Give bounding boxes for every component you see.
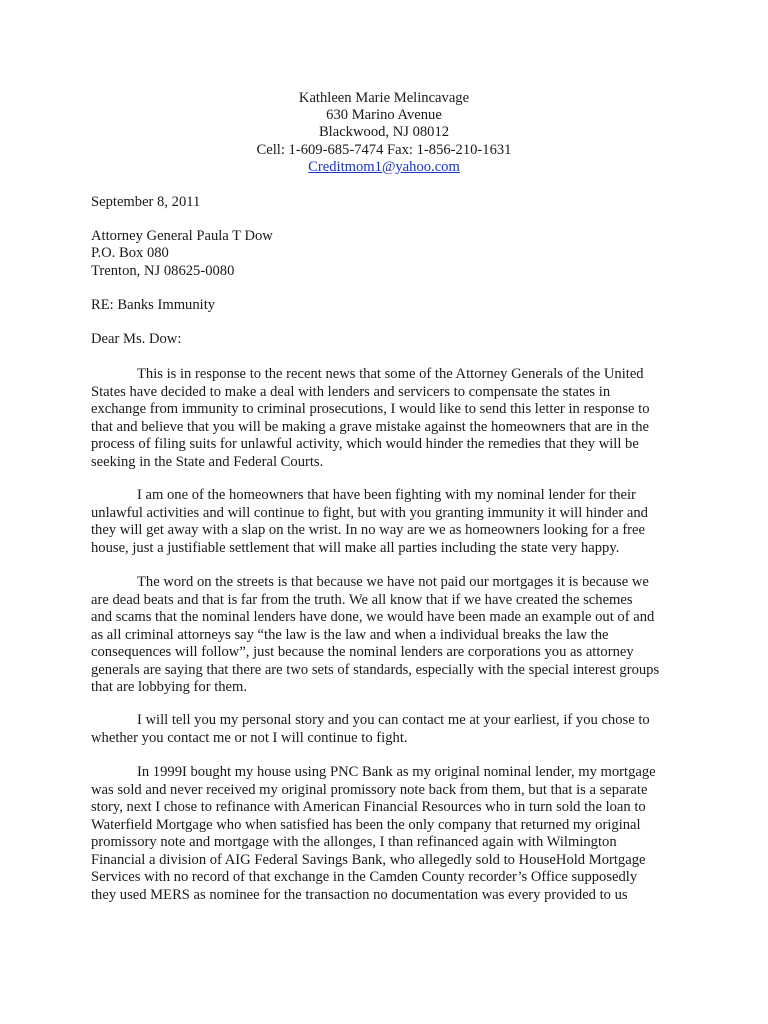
- paragraph-line: I am one of the homeowners that have been fighting with my nominal lender for their: [137, 487, 636, 503]
- salutation: [91, 331, 181, 348]
- paragraph-line: consequences will follow”, just because the nominal lenders are corporations you as attorney: [91, 644, 634, 660]
- recipient-block: [91, 228, 273, 280]
- paragraph-line: In 1999I bought my house using PNC Bank as my original nominal lender, my mortgage: [137, 764, 656, 780]
- paragraph-line: Services with no record of that exchange in the Camden County recorder’s Office supposedly: [91, 869, 638, 885]
- sender-email-link[interactable]: Creditmom1@yahoo.com: [308, 158, 460, 175]
- paragraph-line: they will get away with a slap on the wrist. In no way are we as homeowners looking for a free: [91, 522, 645, 538]
- letterhead: [0, 90, 768, 176]
- paragraph-2: [91, 487, 683, 557]
- paragraph-line: Waterfield Mortgage who when satisfied has been the only company that returned my original: [91, 816, 641, 833]
- paragraph-line: States have decided to make a deal with lenders and servicers to compensate the states in: [91, 383, 611, 400]
- paragraph-line: This is in response to the recent news that some of the Attorney Generals of the United: [137, 366, 644, 382]
- paragraph-3: [91, 574, 683, 697]
- salutation-text: Dear Ms. Dow:: [91, 331, 182, 347]
- paragraph-line: seeking in the State and Federal Courts.: [91, 453, 324, 470]
- paragraph-4: [91, 712, 683, 747]
- paragraph-line: that and believe that you will be making a grave mistake against the homeowners that are in the: [91, 418, 650, 435]
- paragraph-5: [91, 764, 683, 904]
- recipient-line2: P.O. Box 080: [91, 245, 169, 262]
- paragraph-line: whether you contact me or not I will continue to fight.: [91, 729, 408, 746]
- paragraph-line: Financial a division of AIG Federal Savings Bank, who allegedly sold to HouseHold Mortgage: [91, 851, 646, 868]
- subject-line: [91, 297, 215, 314]
- re-text: RE: Banks Immunity: [91, 297, 216, 313]
- paragraph-line: generals are saying that there are two sets of standards, especially with the special interest groups: [91, 661, 660, 678]
- sender-name: Kathleen Marie Melincavage: [298, 90, 470, 106]
- paragraph-1: [91, 366, 683, 471]
- paragraph-line: was sold and never received my original promissory note back from them, but that is a separate: [91, 781, 648, 798]
- sender-address-line1: 630 Marino Avenue: [326, 107, 442, 124]
- paragraph-line: unlawful activities and will continue to fight, but with you granting immunity it will hinder and: [91, 504, 648, 521]
- recipient-line1: Attorney General Paula T Dow: [91, 228, 273, 244]
- paragraph-line: are dead beats and that is far from the truth. We all know that if we have created the schemes: [91, 591, 633, 608]
- paragraph-line: promissory note and mortgage with the allonges, I than refinanced again with Wilmington: [91, 834, 617, 850]
- paragraph-line: they used MERS as nominee for the transaction no documentation was every provided to us: [91, 886, 628, 903]
- paragraph-line: I will tell you my personal story and you can contact me at your earliest, if you chose to: [137, 712, 650, 728]
- sender-phone: Cell: 1-609-685-7474 Fax: 1-856-210-1631: [256, 141, 512, 158]
- paragraph-line: story, next I chose to refinance with American Financial Resources who in turn sold the loan to: [91, 799, 646, 815]
- date-text: September 8, 2011: [91, 194, 201, 210]
- recipient-line3: Trenton, NJ 08625-0080: [91, 262, 235, 279]
- sender-address-line2: Blackwood, NJ 08012: [318, 124, 450, 141]
- paragraph-line: house, just a justifiable settlement that will make all parties including the state very happy.: [91, 539, 620, 556]
- letter-date: [91, 194, 200, 211]
- paragraph-line: The word on the streets is that because we have not paid our mortgages it is because we: [137, 574, 649, 590]
- paragraph-line: as all criminal attorneys say “the law is the law and when a individual breaks the law the: [91, 626, 609, 643]
- paragraph-line: process of filing suits for unlawful activity, which would hinder the remedies that they will be: [91, 436, 639, 452]
- paragraph-line: and scams that the nominal lenders have done, we would have been made an example out of and: [91, 609, 655, 625]
- paragraph-line: that are lobbying for them.: [91, 679, 248, 695]
- paragraph-line: exchange from immunity to criminal prosecutions, I would like to send this letter in response to: [91, 401, 650, 417]
